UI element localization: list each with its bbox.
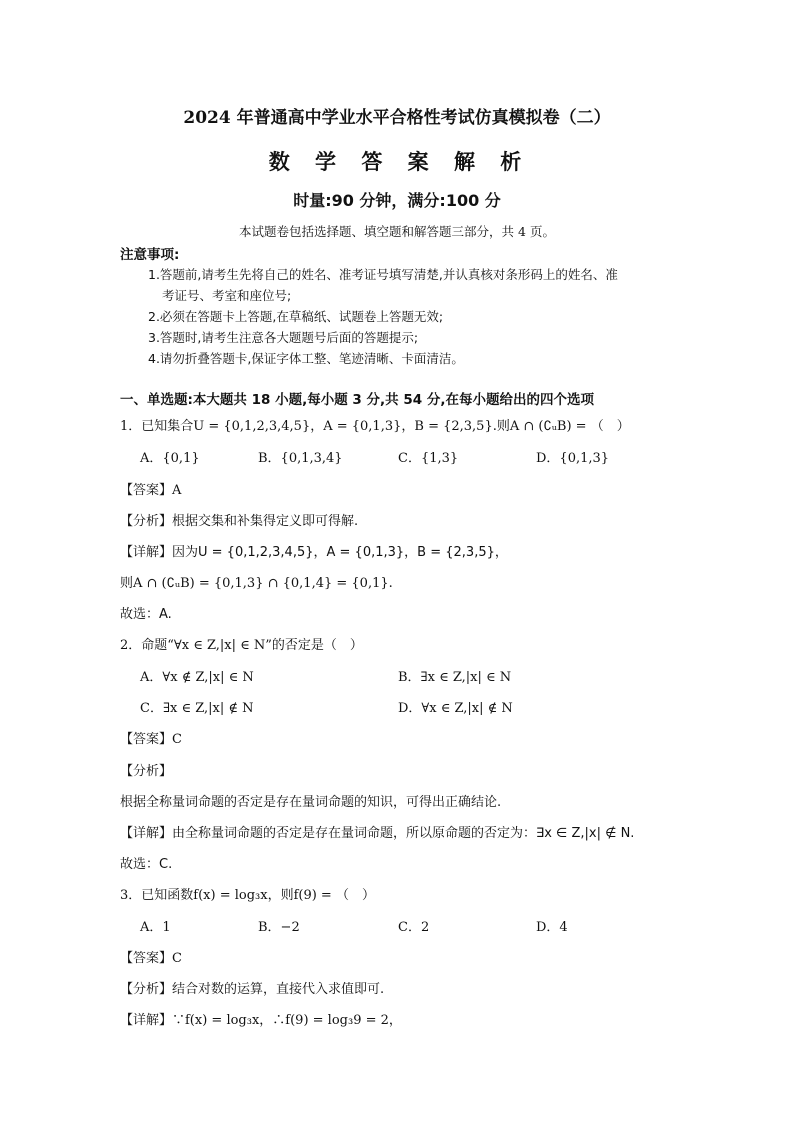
q3-option-c: C．2 [398, 920, 430, 935]
q2-option-b: B．∃x ∈ Z,|x| ∈ N [398, 670, 512, 685]
q1-conclusion: 故选：A. [120, 607, 172, 622]
question-1-stem: 1．已知集合U = {0,1,2,3,4,5}，A = {0,1,3}，B = {2,3,5}.则A ∩ (∁ᵤB) = （ ） [120, 419, 630, 434]
notice-item: 4.请勿折叠答题卡,保证字体工整、笔迹清晰、卡面清洁。 [148, 351, 464, 366]
section-heading: 一、单选题:本大题共 18 小题,每小题 3 分,共 54 分,在每小题给出的四个选项 [120, 392, 594, 408]
q2-option-d: D．∀x ∈ Z,|x| ∉ N [398, 701, 513, 716]
question-3-stem: 3．已知函数f(x) = log₃x，则f(9) = （ ） [120, 888, 375, 903]
q1-detail: 【详解】因为U = {0,1,2,3,4,5}，A = {0,1,3}，B = {2,3,5}， [120, 545, 508, 560]
q2-analysis: 【分析】 [120, 764, 173, 779]
q3-answer: 【答案】C [120, 951, 182, 966]
q1-detail-2: 则A ∩ (∁ᵤB) = {0,1,3} ∩ {0,1,4} = {0,1}. [120, 576, 393, 591]
q1-analysis: 【分析】根据交集和补集得定义即可得解. [120, 514, 359, 529]
time-score: 时量:90 分钟，满分:100 分 [293, 191, 501, 210]
notice-item: 3.答题时,请考生注意各大题题号后面的答题提示; [148, 330, 419, 345]
notice-item: 1.答题前,请考生先将自己的姓名、准考证号填写清楚,并认真核对条形码上的姓名、准 [148, 267, 618, 282]
question-2-stem: 2．命题“∀x ∈ Z,|x| ∈ N”的否定是（ ） [120, 638, 363, 653]
notice-heading: 注意事项: [120, 247, 180, 263]
exam-description: 本试题卷包括选择题、填空题和解答题三部分，共 4 页。 [239, 224, 555, 239]
q2-option-c: C．∃x ∈ Z,|x| ∉ N [140, 701, 254, 716]
notice-item: 2.必须在答题卡上答题,在草稿纸、试题卷上答题无效; [148, 309, 444, 324]
q2-conclusion: 故选：C. [120, 857, 173, 872]
q3-detail: 【详解】∵f(x) = log₃x，∴f(9) = log₃9 = 2， [120, 1013, 402, 1028]
q2-option-a: A．∀x ∉ Z,|x| ∈ N [140, 670, 254, 685]
notice-item: 考证号、考室和座位号; [162, 288, 292, 303]
q2-analysis-text: 根据全称量词命题的否定是存在量词命题的知识，可得出正确结论. [120, 795, 502, 810]
exam-subtitle: 数 学 答 案 解 析 [268, 149, 526, 174]
q1-option-a: A．{0,1} [140, 451, 200, 466]
q2-detail: 【详解】由全称量词命题的否定是存在量词命题，所以原命题的否定为：∃x ∈ Z,|x| ∉ N. [120, 826, 635, 841]
q1-option-b: B．{0,1,3,4} [258, 451, 343, 466]
exam-title: 2024 年普通高中学业水平合格性考试仿真模拟卷（二） [183, 108, 611, 128]
q1-answer: 【答案】A [120, 483, 182, 498]
q1-option-c: C．{1,3} [398, 451, 459, 466]
q3-analysis: 【分析】结合对数的运算，直接代入求值即可. [120, 982, 385, 997]
q3-option-a: A．1 [140, 920, 171, 935]
q3-option-d: D．4 [536, 920, 568, 935]
notice-list [148, 264, 688, 369]
q3-option-b: B．−2 [258, 920, 300, 935]
q2-answer: 【答案】C [120, 732, 182, 747]
q1-option-d: D．{0,1,3} [536, 451, 610, 466]
